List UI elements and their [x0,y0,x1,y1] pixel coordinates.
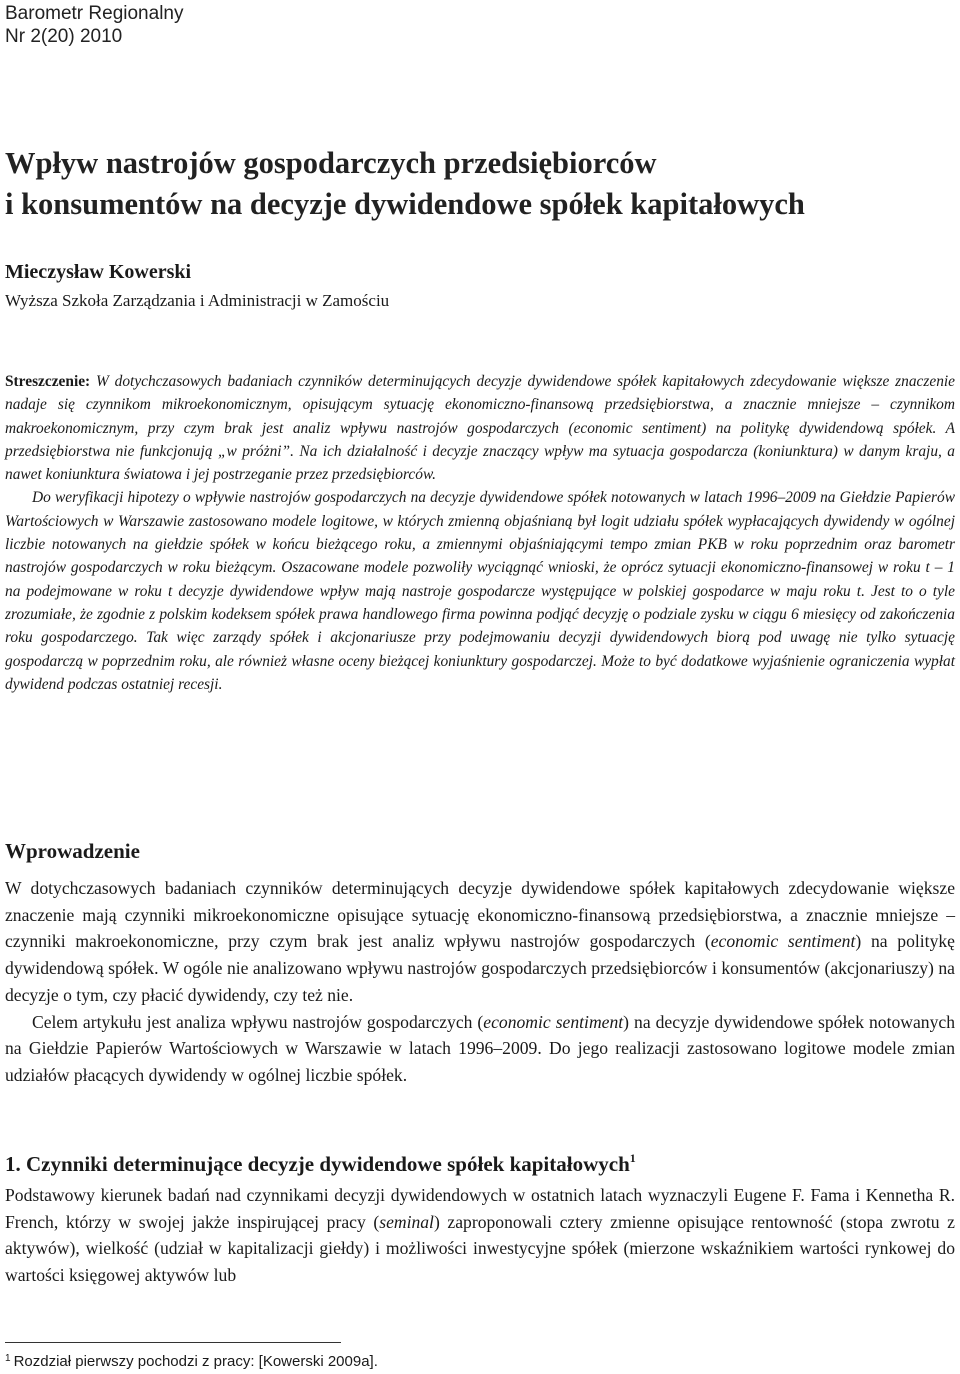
abstract-paragraph-1 [5,370,955,486]
intro-p2-text-a: Celem artykułu jest analiza wpływu nastrojów gospodarczych ( [32,1011,484,1032]
footnote-text: Rozdział pierwszy pochodzi z pracy: [Kowerski 2009a]. [13,1353,378,1370]
abstract-paragraph-2: Do weryfikacji hipotezy o wpływie nastrojów gospodarczych na decyzje dywidendowe spółek notowanych w latach 1996–2009 na Giełdzie Papierów Wartościowych w Warszawie zastosowano modele logitowe, w których zmienną objaśnianą był logit udziału spółek wypłacających dywidendy w ogólnej liczbie notowanych na giełdzie spółek w końcu bieżącego roku, a zmiennymi objaśniającymi tempo zmian PKB w roku poprzednim oraz barometr nastrojów gospodarczych w roku bieżącym. Oszacowane modele pozwoliły wyciągnąć wnioski, że oprócz sytuacji ekonomiczno-finansowej w roku t – 1 na podejmowane w roku t decyzje dywidendowe wpływ mają nastroje gospodarcze występujące w polskiej gospodarce w maju roku t. Jest to o tyle zrozumiałe, że zgodnie z polskim kodeksem spółek prawa handlowego firma powinna podjąć decyzję o podziale zysku w ciągu 6 miesięcy od zakończenia roku gospodarczego. Tak więc zarządy spółek i akcjonariusze przy podejmowaniu decyzji dywidendowych biorą pod uwagę nie tylko sytuację gospodarczą w poprzednim roku, ale również własne oceny bieżącej koniunktury gospodarczej. Może to być dodatkowe wyjaśnienie ograniczenia wypłat dywidend podczas ostatniej recesji. [5,489,955,693]
sec1-p1-text-a: Podstawowy kierunek badań nad czynnikami decyzji dywidendowych w ostatnich latach wyznaczyli Eugene F. Fama i Kennetha R. French, którzy w swojej jakże inspirującej pracy ( [5,1185,955,1232]
section-1-heading [5,1145,636,1177]
section-1-heading-text: 1. Czynniki determinujące decyzje dywidendowe spółek kapitałowych [5,1152,630,1176]
section-1-paragraph-1 [5,1182,955,1289]
title-line-2: i konsumentów na decyzje dywidendowe spółek kapitałowych [5,187,805,221]
intro-p1-text-b: ) na politykę dywidendową spółek. W ogóle nie analizowano wpływu nastrojów gospodarczych przedsiębiorców i konsumentów (akcjonariuszy) na decyzje o tym, czy płacić dywidendy, czy też nie. [5,931,955,1005]
journal-name: Barometr Regionalny [5,3,184,24]
abstract [5,370,955,696]
intro-body [5,875,955,1089]
intro-paragraph-1 [5,875,955,1009]
footnote [5,1349,378,1372]
intro-paragraph-2 [5,1009,955,1089]
journal-issue: Nr 2(20) 2010 [5,26,123,47]
abstract-label: Streszczenie: [5,373,91,390]
intro-p1-italic: economic sentiment [710,931,856,952]
intro-p1-text-a: W dotychczasowych badaniach czynników determinujących decyzje dywidendowe spółek kapitałowych zdecydowanie większe znaczenie mają czynniki mikroekonomiczne opisujące sytuację ekonomiczno-finansową przedsiębiorstwa, a znacznie mniejsze – czynniki makroekonomiczne, przy czym brak jest analiz wpływu nastrojów gospodarczych ( [5,878,955,952]
journal-header [5,2,183,48]
footnote-reference[interactable]: 1 [629,1151,636,1165]
sec1-p1-text-b: ) zaproponowali cztery zmienne opisujące rentowność (stopa zwrotu z aktywów), wielkość (udział w kapitalizacji giełdy) i możliwości inwestycyjne spółek (mierzone wskaźnikiem wartości rynkowej do wartości księgowej aktywów lub [5,1211,955,1286]
author-name: Mieczysław Kowerski [5,261,192,283]
section-1-body [5,1182,955,1289]
author-affiliation: Wyższa Szkoła Zarządzania i Administracji w Zamościu [5,291,390,310]
intro-heading: Wprowadzenie [5,839,140,863]
abstract-text-1: W dotychczasowych badaniach czynników determinujących decyzje dywidendowe spółek kapitałowych zdecydowanie większe znaczenie nadaje się czynnikom mikroekonomicznym, opisującym sytuację ekonomiczno-finansową przedsiębiorstwa, a znacznie mniejsze – czynnikom makroekonomicznym, przy czym brak jest analiz wpływu nastrojów gospodarczych (economic sentiment) na politykę dywidendową spółek. A przedsiębiorstwa nie funkcjonują „w próżni”. Na ich działalność i decyzje znaczący wpływ ma sytuacja gospodarcza (koniunktura) w danym kraju, a nawet koniunktura światowa i jej postrzeganie przez przedsiębiorców. [5,373,955,484]
sec1-p1-italic: seminal [379,1211,434,1232]
footnote-mark: 1 [5,1353,11,1364]
title-line-1: Wpływ nastrojów gospodarczych przedsiębiorców [5,146,657,180]
footnote-divider [5,1342,341,1343]
article-title [5,143,955,225]
intro-p2-text-b: ) na decyzje dywidendowe spółek notowanych na Giełdzie Papierów Wartościowych w Warszawie w latach 1996–2009. Do jego realizacji zastosowano logitowe modele zmian udziałów płacących dywidendy w ogólnej liczbie spółek. [5,1011,955,1085]
intro-p2-italic: economic sentiment [483,1011,624,1032]
